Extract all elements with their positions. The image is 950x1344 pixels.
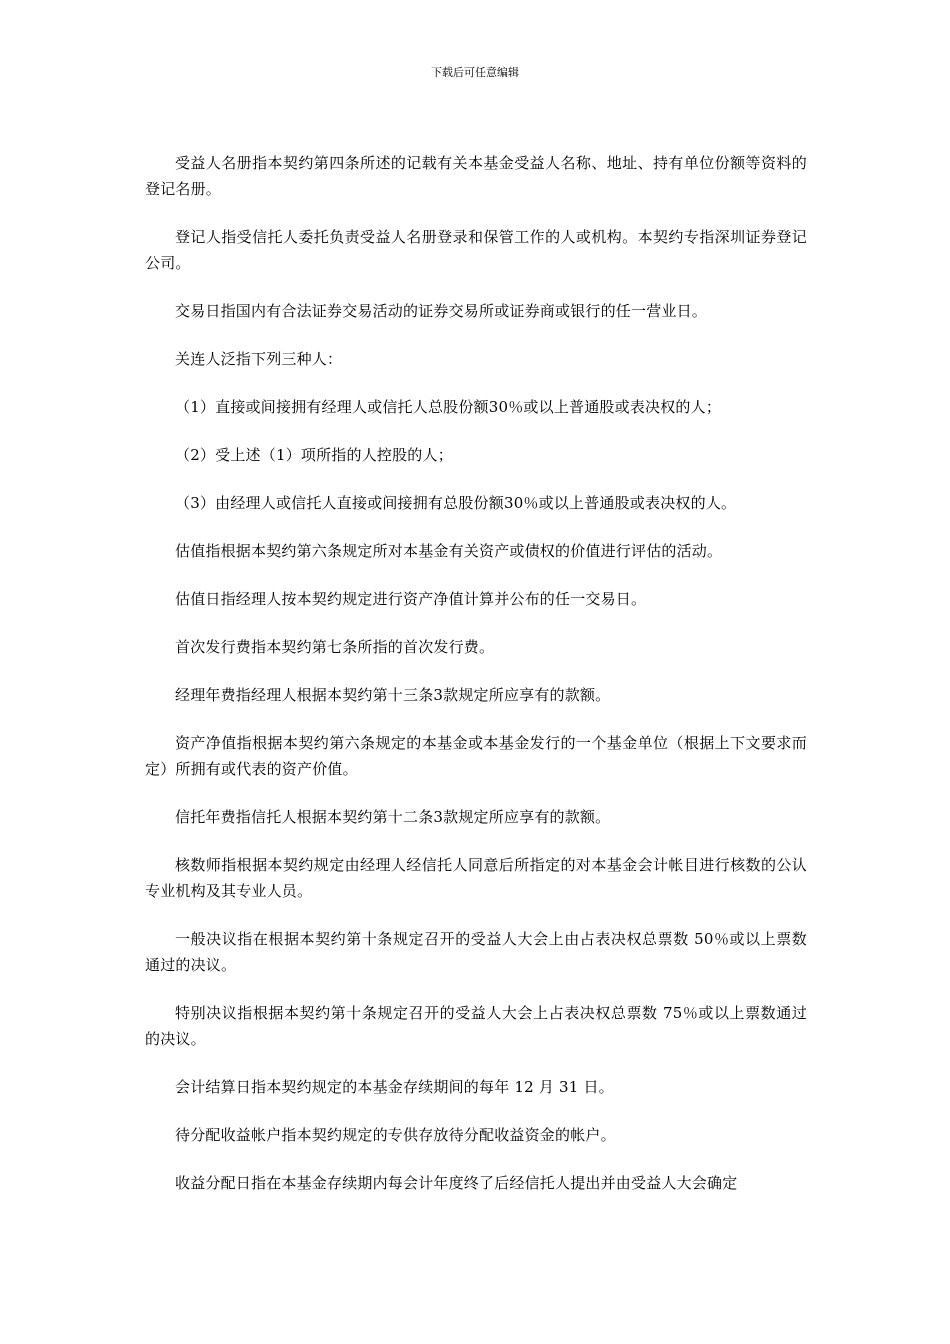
paragraph-connected-persons: 关连人泛指下列三种人： — [175, 350, 343, 368]
paragraph-auditor: 核数师指根据本契约规定由经理人经信托人同意后所指定的对本基金会计帐目进行核数的公认专业机构及其专业人员。 — [145, 856, 807, 900]
paragraph-connected-item-1: （1）直接或间接拥有经理人或信托人总股份额30％或以上普通股或表决权的人； — [175, 398, 722, 416]
paragraph-valuation-day: 估值日指经理人按本契约规定进行资产净值计算并公布的任一交易日。 — [175, 590, 647, 608]
paragraph-ordinary-resolution: 一般决议指在根据本契约第十条规定召开的受益人大会上由占表决权总票数 50％或以上票数通过的决议。 — [145, 930, 807, 974]
paragraph-connected-item-2: （2）受上述（1）项所指的人控股的人； — [175, 446, 453, 464]
paragraph-trading-day: 交易日指国内有合法证券交易活动的证券交易所或证券商或银行的任一营业日。 — [175, 302, 708, 320]
paragraph-special-resolution: 特别决议指根据本契约第十条规定召开的受益人大会上占表决权总票数 75％或以上票数通过的决议。 — [145, 1004, 807, 1048]
paragraph-trustee-fee: 信托年费指信托人根据本契约第十二条3款规定所应享有的款额。 — [175, 808, 611, 826]
paragraph-net-asset-value: 资产净值指根据本契约第六条规定的本基金或本基金发行的一个基金单位（根据上下文要求而定）所拥有或代表的资产价值。 — [145, 734, 807, 778]
paragraph-beneficiary-register: 受益人名册指本契约第四条所述的记载有关本基金受益人名称、地址、持有单位份额等资料的登记名册。 — [145, 154, 807, 198]
page-header: 下载后可任意编辑 — [431, 66, 519, 79]
paragraph-valuation: 估值指根据本契约第六条规定所对本基金有关资产或债权的价值进行评估的活动。 — [175, 542, 723, 560]
paragraph-distribution-day: 收益分配日指在本基金存续期内每会计年度终了后经信托人提出并由受益人大会确定 — [175, 1174, 738, 1192]
paragraph-initial-fee: 首次发行费指本契约第七条所指的首次发行费。 — [175, 638, 495, 656]
document-body — [145, 150, 807, 1218]
paragraph-manager-fee: 经理年费指经理人根据本契约第十三条3款规定所应享有的款额。 — [175, 686, 611, 704]
paragraph-accounting-date: 会计结算日指本契约规定的本基金存续期间的每年 12 月 31 日。 — [175, 1078, 614, 1096]
paragraph-distribution-account: 待分配收益帐户指本契约规定的专供存放待分配收益资金的帐户。 — [175, 1126, 616, 1144]
paragraph-connected-item-3: （3）由经理人或信托人直接或间接拥有总股份额30％或以上普通股或表决权的人。 — [175, 494, 737, 512]
paragraph-registrar: 登记人指受信托人委托负责受益人名册登录和保管工作的人或机构。本契约专指深圳证券登记公司。 — [145, 228, 807, 272]
